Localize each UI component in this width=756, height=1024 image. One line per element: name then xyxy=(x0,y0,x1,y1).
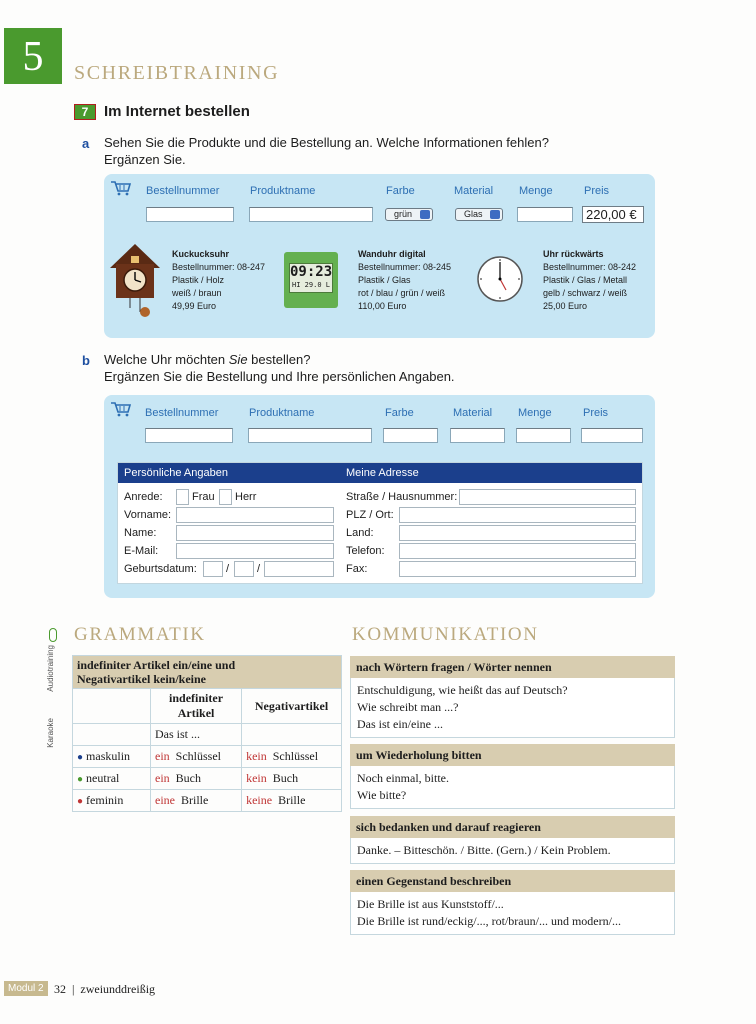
header-produktname: Produktname xyxy=(249,407,315,419)
header-preis: Preis xyxy=(584,185,610,197)
kommunikation-title: KOMMUNIKATION xyxy=(352,624,539,645)
modul-badge: Modul 2 xyxy=(4,981,48,996)
part-a-line1: Sehen Sie die Produkte und die Bestellung an. Welche Informationen fehlen? xyxy=(104,135,549,150)
komm-box-head: sich bedanken und darauf reagieren xyxy=(350,816,675,838)
product-preis: 110,00 Euro xyxy=(358,301,407,311)
bullet-icon: ● xyxy=(77,752,84,763)
material-select[interactable] xyxy=(455,208,503,221)
land-label: Land: xyxy=(346,527,374,539)
header-material: Material xyxy=(453,407,493,419)
digital-clock-icon xyxy=(284,252,338,308)
audiotraining-tab[interactable]: Audiotraining xyxy=(46,645,55,692)
grammar-table xyxy=(72,655,342,812)
farbe-value: grün xyxy=(394,209,413,219)
komm-box-head: um Wiederholung bitten xyxy=(350,744,675,766)
geburtsjahr-field[interactable] xyxy=(264,561,334,577)
analog-clock-icon xyxy=(476,248,524,310)
digital-clock-time: 09:23 xyxy=(290,264,333,280)
komm-box-head: einen Gegenstand beschreiben xyxy=(350,870,675,892)
bullet-icon: ● xyxy=(77,796,84,807)
part-b-letter: b xyxy=(82,353,90,368)
part-a-instructions xyxy=(104,134,549,168)
personal-form-header xyxy=(118,463,642,483)
chapter-number: 5 xyxy=(4,28,62,84)
header-bestellnummer: Bestellnummer xyxy=(146,185,220,197)
personal-data-form xyxy=(117,462,643,584)
section-title: SCHREIBTRAINING xyxy=(74,62,280,84)
telefon-field[interactable] xyxy=(399,543,636,559)
telefon-label: Telefon: xyxy=(346,545,385,557)
audio-icon[interactable] xyxy=(49,628,57,642)
preis-field[interactable] xyxy=(581,428,643,443)
product-farbe: weiß / braun xyxy=(172,288,222,298)
col-negative-header: Negativartikel xyxy=(242,689,342,724)
product-name: Uhr rückwärts xyxy=(543,249,604,259)
farbe-field[interactable] xyxy=(383,428,438,443)
product-name: Wanduhr digital xyxy=(358,249,426,259)
bestellnummer-field[interactable] xyxy=(145,428,233,443)
email-label: E-Mail: xyxy=(124,545,159,557)
page-number-word: zweiunddreißig xyxy=(80,982,156,996)
footer-separator: | xyxy=(72,982,75,996)
header-farbe: Farbe xyxy=(386,185,415,197)
product-kuckucksuhr xyxy=(172,248,265,313)
cart-icon xyxy=(110,401,132,417)
part-b-line2: Ergänzen Sie die Bestellung und Ihre persönlichen Angaben. xyxy=(104,369,455,384)
product-farbe: gelb / schwarz / weiß xyxy=(543,288,628,298)
komm-box-body: Die Brille ist aus Kunststoff/... Die Brille ist rund/eckig/..., rot/braun/... und modern/... xyxy=(350,892,675,935)
header-material: Material xyxy=(454,185,494,197)
fax-label: Fax: xyxy=(346,563,368,575)
menge-field[interactable] xyxy=(517,207,573,222)
table-row: ● feminin eine Brille keine Brille xyxy=(73,790,342,812)
product-material: Plastik / Glas / Metall xyxy=(543,275,628,285)
komm-box-body: Danke. – Bitteschön. / Bitte. (Gern.) / Kein Problem. xyxy=(350,838,675,864)
grammatik-title: GRAMMATIK xyxy=(74,624,206,645)
email-field[interactable] xyxy=(176,543,334,559)
header-farbe: Farbe xyxy=(385,407,414,419)
geburtstag-field[interactable] xyxy=(203,561,223,577)
komm-box-body: Noch einmal, bitte. Wie bitte? xyxy=(350,766,675,809)
menge-field[interactable] xyxy=(516,428,571,443)
product-preis: 49,99 Euro xyxy=(172,301,217,311)
order-form-a xyxy=(104,174,655,338)
material-field[interactable] xyxy=(450,428,505,443)
header-produktname: Produktname xyxy=(250,185,316,197)
das-ist-cell: Das ist ... xyxy=(151,724,242,746)
task-title: Im Internet bestellen xyxy=(104,103,250,120)
plz-label: PLZ / Ort: xyxy=(346,509,394,521)
product-name: Kuckucksuhr xyxy=(172,249,230,259)
cuckoo-clock-icon xyxy=(108,242,162,318)
personal-header-right: Meine Adresse xyxy=(346,467,419,479)
preis-field[interactable]: 220,00 € xyxy=(582,206,644,223)
product-nr: Bestellnummer: 08-245 xyxy=(358,262,452,272)
table-row: ● maskulin ein Schlüssel kein Schlüssel xyxy=(73,746,342,768)
produktname-field[interactable] xyxy=(249,207,373,222)
fax-field[interactable] xyxy=(399,561,636,577)
col-indefinite-header: indefiniter Artikel xyxy=(151,689,242,724)
product-farbe: rot / blau / grün / weiß xyxy=(358,288,446,298)
name-field[interactable] xyxy=(176,525,334,541)
part-a-letter: a xyxy=(82,136,90,151)
komm-box-body: Entschuldigung, wie heißt das auf Deutsch? Wie schreibt man ...? Das ist ein/eine ... xyxy=(350,678,675,738)
header-preis: Preis xyxy=(583,407,609,419)
task-number: 7 xyxy=(74,104,96,120)
product-material: Plastik / Glas xyxy=(358,275,411,285)
select-arrows-icon xyxy=(490,210,500,219)
vorname-field[interactable] xyxy=(176,507,334,523)
product-nr: Bestellnummer: 08-242 xyxy=(543,262,637,272)
product-material: Plastik / Holz xyxy=(172,275,225,285)
vorname-label: Vorname: xyxy=(124,509,172,521)
part-b-line1: Welche Uhr möchten Sie bestellen? xyxy=(104,352,311,367)
header-menge: Menge xyxy=(519,185,553,197)
geburtsdatum-label: Geburtsdatum: xyxy=(124,563,197,575)
material-value: Glas xyxy=(464,209,483,219)
geburtsmonat-field[interactable] xyxy=(234,561,254,577)
strasse-label: Straße / Hausnummer: xyxy=(346,491,458,503)
komm-box-bedanken xyxy=(350,816,675,864)
frau-checkbox[interactable] xyxy=(176,489,189,505)
komm-box-fragen xyxy=(350,656,675,738)
header-bestellnummer: Bestellnummer xyxy=(145,407,219,419)
page-footer xyxy=(54,982,155,997)
bullet-icon: ● xyxy=(77,774,84,785)
personal-header-left: Persönliche Angaben xyxy=(124,467,228,479)
produktname-field[interactable] xyxy=(248,428,372,443)
plz-field[interactable] xyxy=(399,507,636,523)
komm-box-head: nach Wörtern fragen / Wörter nennen xyxy=(350,656,675,678)
name-label: Name: xyxy=(124,527,157,539)
farbe-select[interactable] xyxy=(385,208,433,221)
komm-box-wiederholung xyxy=(350,744,675,809)
komm-box-beschreiben xyxy=(350,870,675,935)
product-uhr-rueckwaerts xyxy=(543,248,636,313)
land-field[interactable] xyxy=(399,525,636,541)
product-preis: 25,00 Euro xyxy=(543,301,588,311)
grammar-table-header: indefiniter Artikel ein/eine und Negativartikel kein/keine xyxy=(73,656,342,689)
product-nr: Bestellnummer: 08-247 xyxy=(172,262,266,272)
herr-label: Herr xyxy=(235,491,257,503)
select-arrows-icon xyxy=(420,210,430,219)
herr-checkbox[interactable] xyxy=(219,489,232,505)
order-form-b xyxy=(104,395,655,598)
cart-icon xyxy=(110,180,132,196)
anrede-label: Anrede: xyxy=(124,491,163,503)
page-number: 32 xyxy=(54,982,66,996)
karaoke-tab[interactable]: Karaoke xyxy=(46,718,55,748)
strasse-field[interactable] xyxy=(459,489,636,505)
digital-clock-sub: HI 29.0 L xyxy=(292,281,330,289)
bestellnummer-field[interactable] xyxy=(146,207,234,222)
header-menge: Menge xyxy=(518,407,552,419)
table-row: ● neutral ein Buch kein Buch xyxy=(73,768,342,790)
frau-label: Frau xyxy=(192,491,215,503)
date-separator: / xyxy=(226,563,230,575)
product-wanduhr xyxy=(358,248,451,313)
part-a-line2: Ergänzen Sie. xyxy=(104,152,186,167)
part-b-instructions xyxy=(104,351,455,385)
date-separator: / xyxy=(257,563,261,575)
